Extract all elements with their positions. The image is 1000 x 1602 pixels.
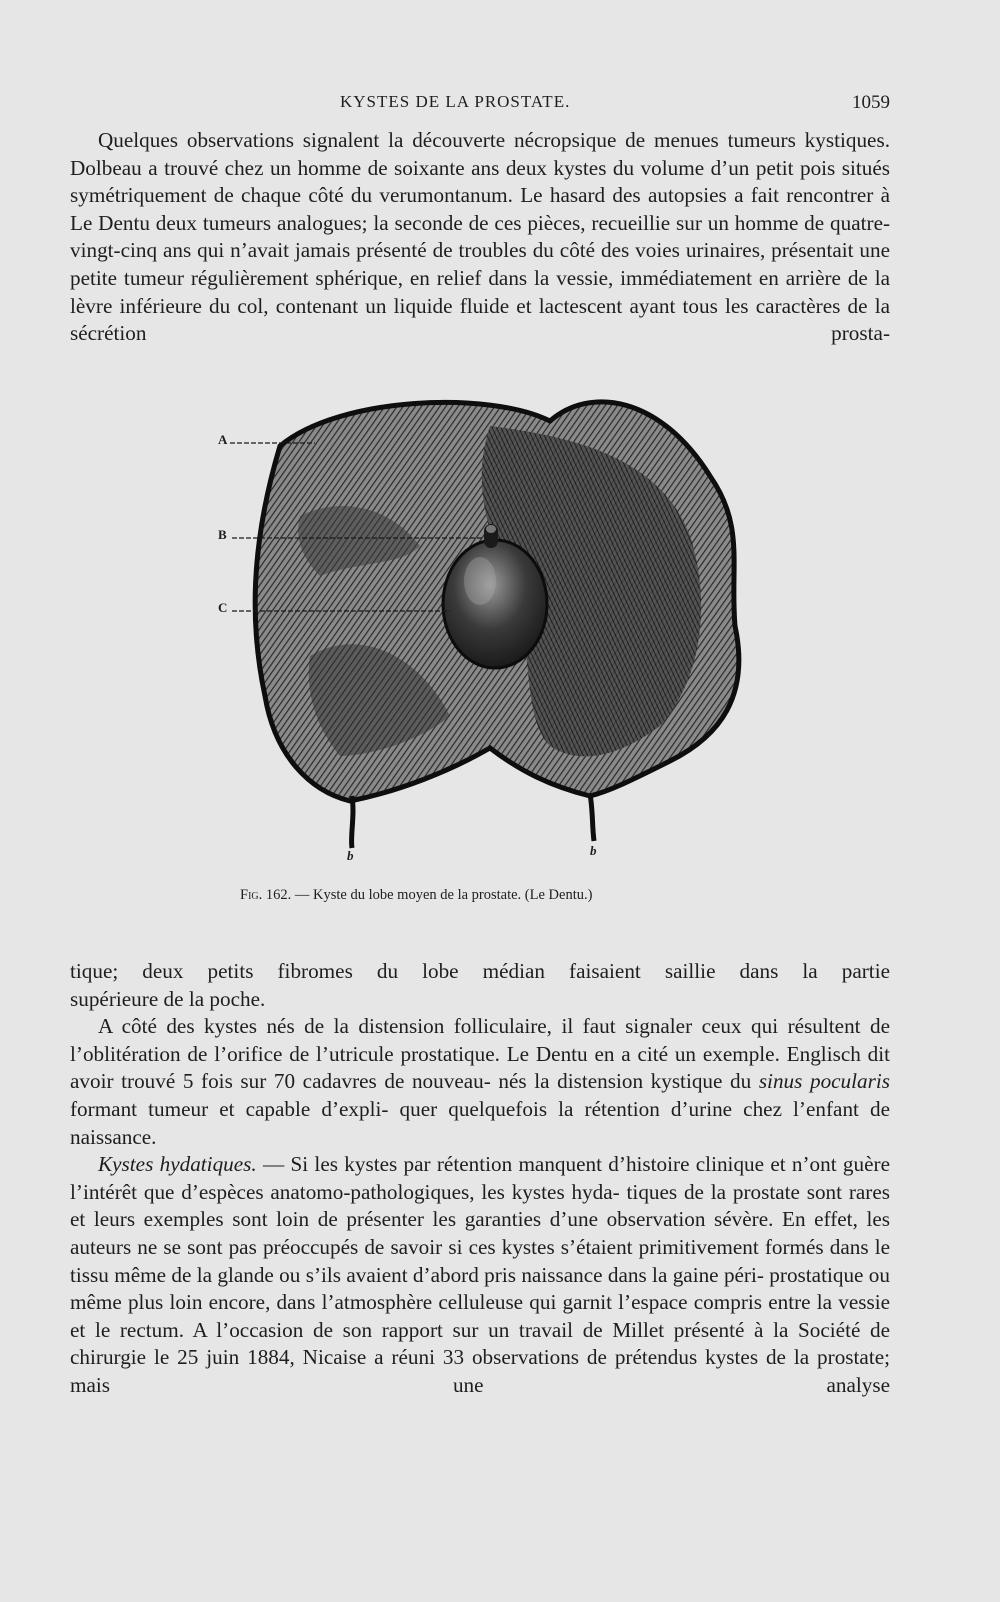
text-line: cité un exemple. Englisch dit avoir trouvé 5 fois sur 70 cadavres de nouveau- bbox=[70, 1041, 890, 1094]
figure-caption bbox=[240, 887, 800, 904]
paragraph-intro bbox=[70, 127, 890, 348]
text-line: l’espace compris entre la vessie et le rectum. A l’occasion de son rapport sur bbox=[70, 1290, 891, 1342]
page-number: 1059 bbox=[852, 92, 890, 113]
text-line: tumeurs kystiques. Dolbeau a trouvé chez un homme de soixante ans deux bbox=[70, 128, 890, 180]
label-stalk-right: b bbox=[590, 843, 597, 858]
text-line: quer quelquefois la rétention d’urine chez l’enfant de naissance. bbox=[70, 1096, 890, 1149]
label-stalk-left: b bbox=[347, 848, 354, 863]
section-heading: Kystes hydatiques. bbox=[98, 1152, 257, 1177]
running-head bbox=[70, 92, 890, 118]
text-segment: — Si les kystes par rétention manquent d’histoire clinique bbox=[256, 1152, 765, 1177]
text-line: même de la glande ou s’ils avaient d’abord pris naissance dans la gaine péri- bbox=[114, 1262, 764, 1287]
text-line: et n’ont guère l’intérêt que d’espèces anatomo-pathologiques, les kystes hyda- bbox=[70, 1152, 890, 1204]
text-line: tiques de la prostate sont rares et leurs exemples sont loin de présenter les bbox=[70, 1179, 891, 1232]
text-line: supérieure de la poche. bbox=[70, 986, 266, 1011]
text-line: résultent de l’oblitération de l’orifice de l’utricule prostatique. Le Dentu en a bbox=[70, 1014, 891, 1066]
text-line: liquide fluide et lactescent ayant tous les caractères de la sécrétion prosta- bbox=[70, 293, 891, 346]
text-line: a réuni 33 observations de prétendus kystes de la prostate; mais une analyse bbox=[70, 1345, 890, 1397]
paragraph-3 bbox=[70, 1151, 890, 1399]
text-line: préoccupés de savoir si ces kystes s’étaient primitivement formés dans le tissu bbox=[70, 1234, 890, 1287]
label-b: B bbox=[218, 527, 227, 542]
latin-term: sinus pocularis bbox=[758, 1069, 891, 1094]
text-segment: formant tumeur et capable d’expli- bbox=[70, 1096, 389, 1121]
text-line: Quelques observations signalent la découverte nécropsique de menues bbox=[98, 128, 719, 152]
paragraph-1 bbox=[70, 127, 890, 348]
text-line: tique; deux petits fibromes du lobe médian faisaient saillie dans la partie bbox=[70, 959, 890, 983]
figure-162 bbox=[190, 396, 750, 876]
text-line: un travail de Millet présenté à la Société de chirurgie le 25 juin 1884, Nicaise bbox=[70, 1317, 891, 1370]
label-c: C bbox=[218, 600, 228, 615]
paragraph-2 bbox=[70, 1013, 890, 1151]
caption-figure-number: Fig. 162. bbox=[240, 887, 292, 903]
caption-text: — Kyste du lobe moyen de la prostate. (Le Dentu.) bbox=[291, 887, 593, 903]
text-line: quatre-vingt-cinq ans qui n’avait jamais présenté de troubles du côté des voies bbox=[70, 210, 891, 263]
text-line: A côté des kystes nés de la distension folliculaire, il faut signaler ceux qui bbox=[98, 1014, 779, 1039]
text-line: prostatique ou même plus loin encore, dans l’atmosphère celluleuse qui garnit bbox=[70, 1262, 890, 1315]
body-text-lower bbox=[70, 958, 890, 1400]
text-line: garanties d’une observation sévère. En effet, les auteurs ne se sont pas bbox=[70, 1207, 890, 1259]
text-segment: nés la distension kystique du bbox=[498, 1069, 759, 1094]
text-line: urinaires, présentait une petite tumeur régulièrement sphérique, en relief dans bbox=[70, 238, 891, 290]
cyst-illustration bbox=[190, 396, 750, 876]
label-a: A bbox=[218, 432, 228, 447]
paragraph-1-continued bbox=[70, 958, 890, 1013]
text-line: kystes du volume d’un petit pois situés symétriquement de chaque côté du bbox=[70, 155, 891, 208]
text-line: tumeurs analogues; la seconde de ces pièces, recueillie sur un homme de bbox=[202, 210, 825, 235]
text-line: verumontanum. Le hasard des autopsies a fait rencontrer à Le Dentu deux bbox=[70, 183, 890, 235]
running-head-title: KYSTES DE LA PROSTATE. bbox=[340, 92, 571, 111]
text-line: la vessie, immédiatement en arrière de la lèvre inférieure du col, contenant un bbox=[70, 265, 890, 318]
cyst bbox=[443, 540, 547, 668]
